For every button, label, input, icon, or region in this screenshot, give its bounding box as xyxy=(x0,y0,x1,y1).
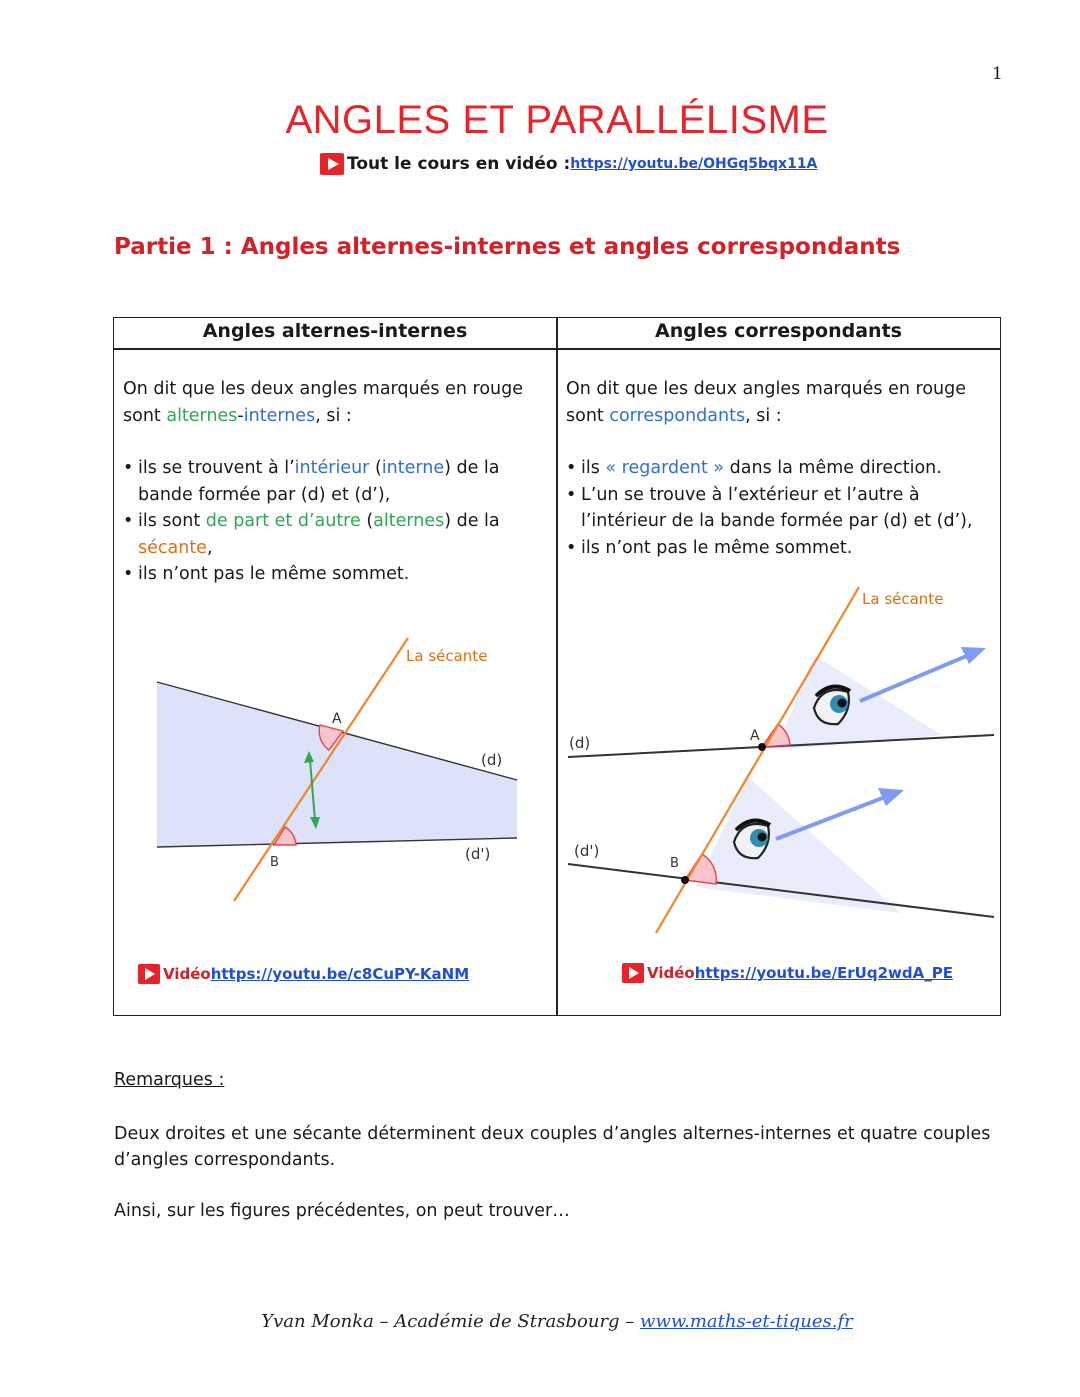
table-column-divider xyxy=(556,318,558,1015)
remarks-heading: Remarques : xyxy=(114,1070,225,1090)
right-conditions-list xyxy=(566,455,996,561)
list-item: • ils n’ont pas le même sommet. xyxy=(566,535,996,562)
remarks-paragraph-1: Deux droites et une sécante déterminent deux couples d’angles alternes-internes et quatre couples d’angles correspondants. xyxy=(114,1124,991,1170)
left-intro-line1: On dit que les deux angles marqués en rouge xyxy=(123,379,523,399)
right-intro-line1: On dit que les deux angles marqués en rouge xyxy=(566,379,966,399)
gaze-arrow-b xyxy=(776,794,893,839)
youtube-play-icon[interactable] xyxy=(320,153,344,175)
gaze-cone-a xyxy=(776,655,941,750)
corresponding-angles-figure xyxy=(566,580,996,940)
list-item: • ils sont de part et d’autre (alternes) de la sécante, xyxy=(123,508,548,561)
footer-text: Yvan Monka – Académie de Strasbourg – xyxy=(261,1311,641,1332)
course-video-label: Tout le cours en vidéo : xyxy=(347,154,571,174)
secant-label: La sécante xyxy=(406,647,488,665)
line-d-label: (d) xyxy=(481,751,503,769)
footer xyxy=(0,1311,1080,1332)
list-item: • ils n’ont pas le même sommet. xyxy=(123,561,548,588)
right-video-link[interactable]: https://youtu.be/ErUq2wdA_PE xyxy=(694,964,953,982)
line-d-label: (d) xyxy=(569,734,591,752)
right-video-line xyxy=(622,963,953,983)
secant-label: La sécante xyxy=(862,590,944,608)
left-video-line xyxy=(138,964,469,984)
right-intro-line2: sont correspondants, si : xyxy=(566,405,782,426)
point-b-label: B xyxy=(670,856,679,871)
course-video-link[interactable]: https://youtu.be/OHGq5bqx11A xyxy=(570,156,818,172)
page-number: 1 xyxy=(992,64,1003,84)
alternate-interior-angles-figure xyxy=(152,630,522,905)
left-definition xyxy=(123,376,548,588)
table-header-divider xyxy=(114,348,1000,350)
list-item: • ils « regardent » dans la même direction. xyxy=(566,455,996,482)
point-a-label: A xyxy=(750,728,760,744)
point-a xyxy=(758,743,766,751)
footer-link[interactable]: www.maths-et-tiques.fr xyxy=(640,1311,853,1332)
youtube-play-icon[interactable] xyxy=(622,963,644,983)
page-title: ANGLES ET PARALLÉLISME xyxy=(285,98,829,142)
course-video-line xyxy=(320,153,817,175)
list-item: • L’un se trouve à l’extérieur et l’autre à l’intérieur de la bande formée par (d) et (d’), xyxy=(566,482,996,535)
remarks-paragraph-2: Ainsi, sur les figures précédentes, on peut trouver… xyxy=(114,1201,570,1221)
point-a-label: A xyxy=(332,711,342,727)
point-b-label: B xyxy=(270,855,279,870)
list-item: • ils se trouvent à l’intérieur (interne) de la bande formée par (d) et (d’), xyxy=(123,455,548,508)
header-correspondants: Angles correspondants xyxy=(655,320,902,342)
part-title: Partie 1 : Angles alternes-internes et angles correspondants xyxy=(114,234,901,260)
left-intro-line2: sont alternes-internes, si : xyxy=(123,405,352,426)
left-video-label: Vidéo xyxy=(163,965,211,983)
header-alternes-internes: Angles alternes-internes xyxy=(202,320,468,342)
youtube-play-icon[interactable] xyxy=(138,964,160,984)
right-video-label: Vidéo xyxy=(647,964,695,982)
left-conditions-list xyxy=(123,455,548,588)
left-video-link[interactable]: https://youtu.be/c8CuPY-KaNM xyxy=(210,965,470,983)
point-b xyxy=(681,876,689,884)
right-definition xyxy=(566,376,996,561)
definitions-table xyxy=(113,317,1001,1016)
gaze-arrow-a xyxy=(860,652,976,701)
line-d-prime-label: (d') xyxy=(465,845,491,863)
band-between-lines xyxy=(157,682,517,847)
line-d-prime-label: (d') xyxy=(574,842,600,860)
